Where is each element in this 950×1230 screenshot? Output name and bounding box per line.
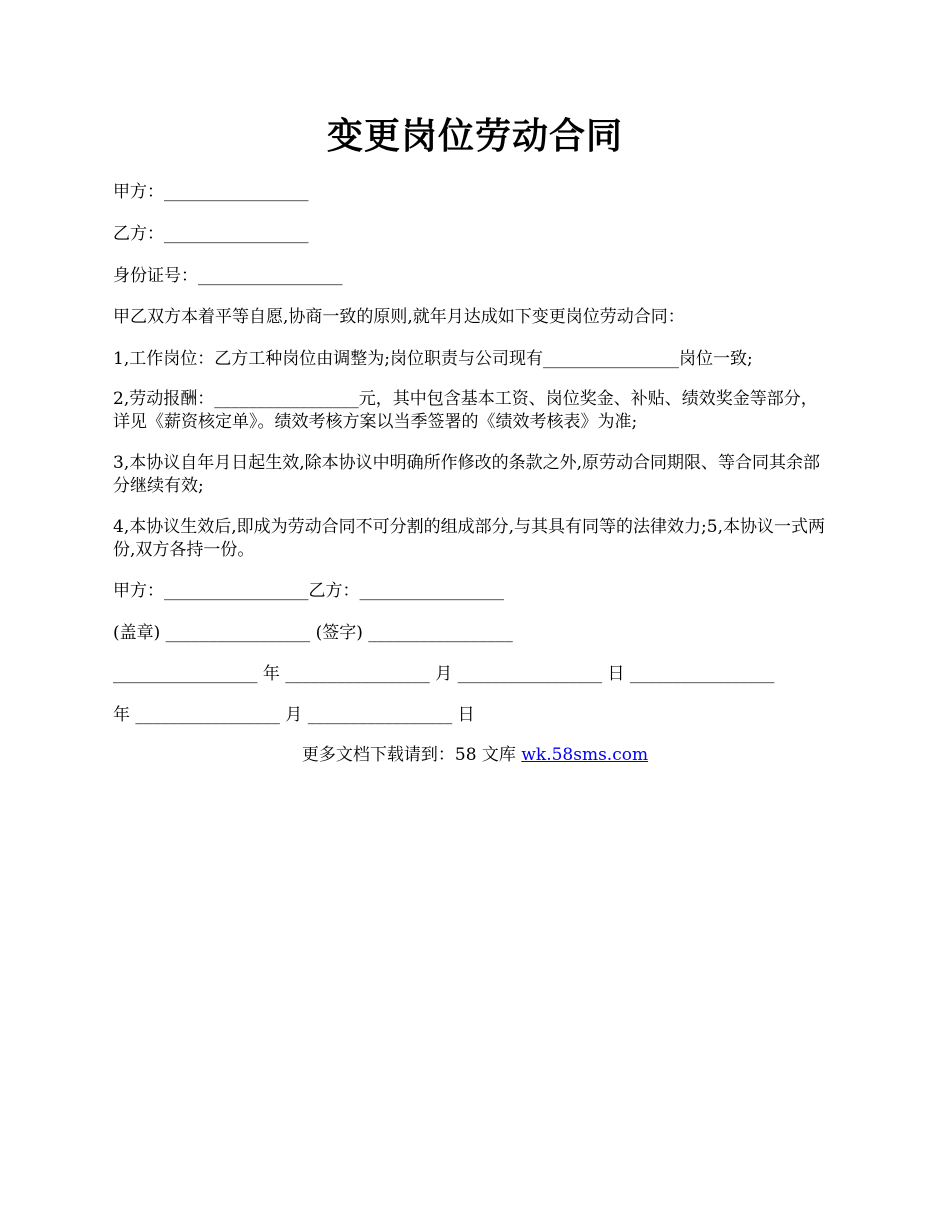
intro-paragraph: 甲乙双方本着平等自愿,协商一致的原则,就年月达成如下变更岗位劳动合同：	[113, 307, 685, 327]
date-line-1: _________________ 年 _________________ 月 _________________ 日 _________________	[113, 664, 775, 684]
date-line-2: 年 _________________ 月 _________________ 日	[113, 705, 475, 725]
footer-text: 更多文档下载请到：58 文库	[301, 745, 522, 765]
party-a-line: 甲方：_________________	[113, 182, 309, 202]
party-b-line: 乙方：_________________	[113, 224, 309, 244]
clause-3: 3,本协议自年月日起生效,除本协议中明确所作修改的条款之外,原劳动合同期限、等合同其余部分继续有效;	[113, 453, 821, 496]
footer	[0, 744, 950, 767]
clause-4: 4,本协议生效后,即成为劳动合同不可分割的组成部分,与其具有同等的法律效力;5,本协议一式两份,双方各持一份。	[113, 517, 825, 560]
signature-parties-line: 甲方：_________________乙方：_________________	[113, 581, 504, 601]
page-title: 变更岗位劳动合同	[326, 115, 623, 157]
seal-signature-line: (盖章) _________________ (签字) _________________	[113, 623, 513, 643]
id-number-line: 身份证号：_________________	[113, 266, 343, 286]
clause-2: 2,劳动报酬：_________________元，其中包含基本工资、岗位奖金、补贴、绩效奖金等部分，详见《薪资核定单》。绩效考核方案以当季签署的《绩效考核表》为准;	[113, 389, 818, 432]
clause-1: 1,工作岗位：乙方工种岗位由调整为;岗位职责与公司现有________________岗位一致;	[113, 349, 753, 369]
footer-link[interactable]: wk.58sms.com	[521, 745, 649, 765]
